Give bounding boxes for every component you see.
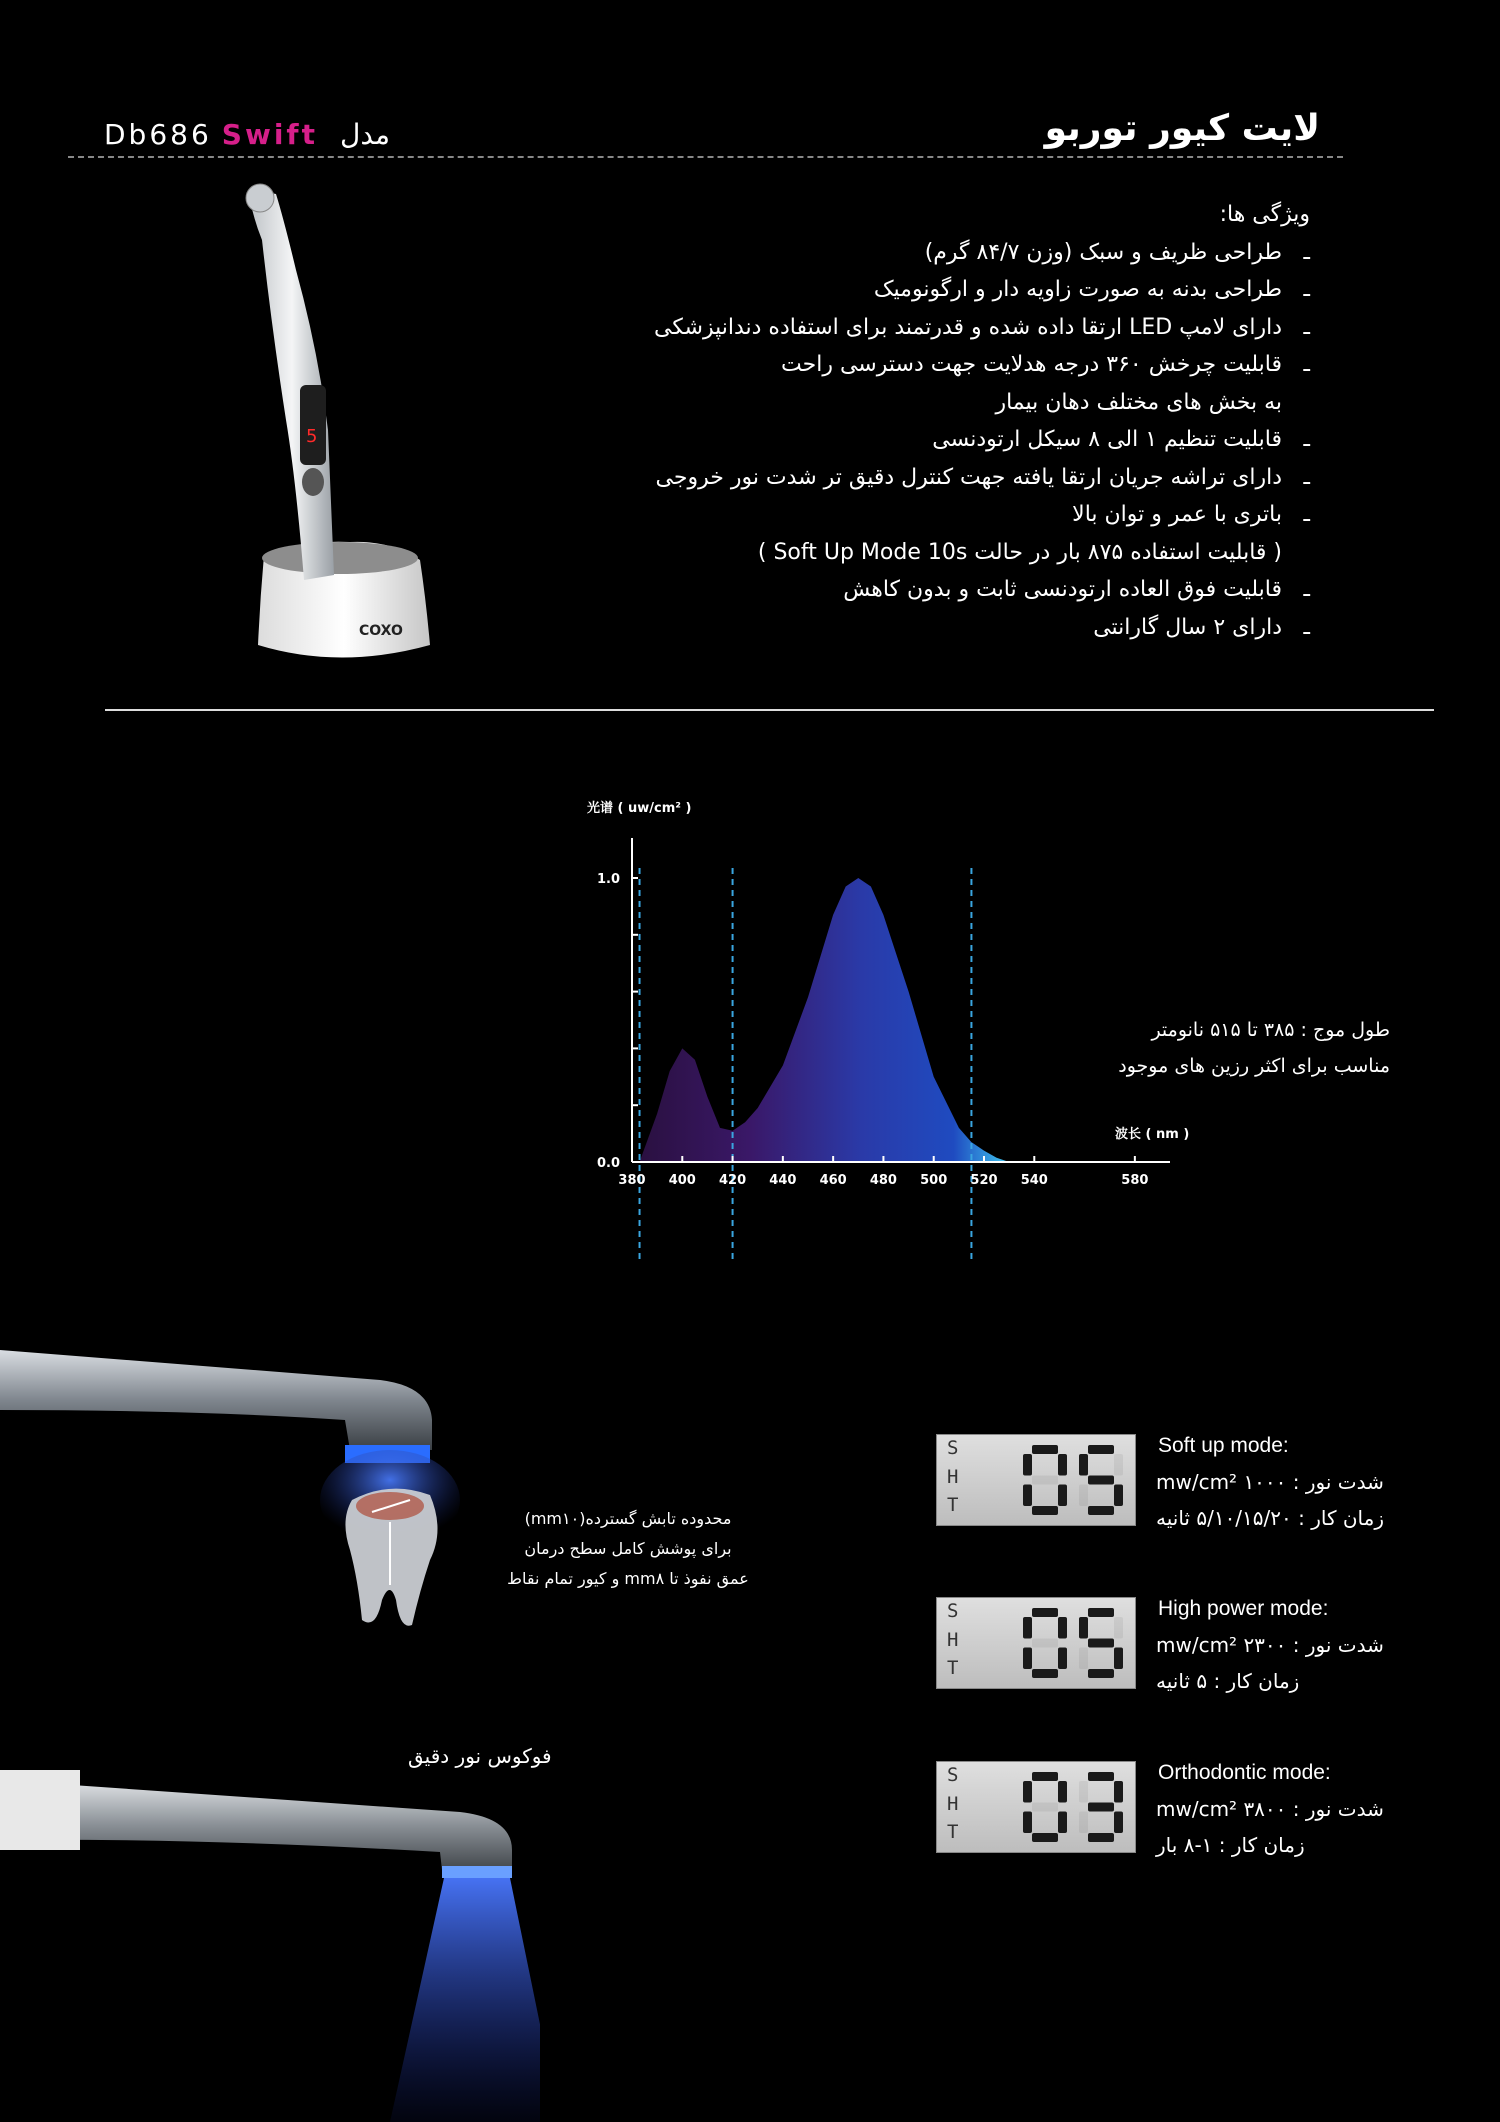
mode-intensity: شدت نور : ۲۳۰۰ mw/cm² <box>1156 1633 1384 1657</box>
device-brand-logo: COXO <box>359 623 403 639</box>
model-label: مدل <box>339 118 391 151</box>
lcd-segment <box>1114 1454 1123 1476</box>
lcd-segment <box>1023 1648 1032 1670</box>
x-tick-label: 420 <box>719 1173 747 1188</box>
handpiece-focus-beam-image <box>0 1720 540 2122</box>
lcd-segment <box>1088 1803 1114 1812</box>
mode-duration: زمان کار : ۵/۱۰/۱۵/۲۰ ثانیه <box>1156 1506 1385 1530</box>
lcd-segment <box>1114 1648 1123 1670</box>
feature-item: ـطراحی بدنه به صورت زاویه دار و ارگونومیک <box>873 277 1310 302</box>
feature-item: ـقابلیت فوق العاده ارتودنسی ثابت و بدون کاهش <box>843 577 1310 602</box>
features-list <box>490 196 1310 646</box>
model-swift: Swift <box>221 118 318 151</box>
lcd-display <box>936 1434 1136 1526</box>
lcd-segment <box>1114 1485 1123 1507</box>
lcd-segment <box>1032 1445 1058 1454</box>
mode-duration: زمان کار : ۵ ثانیه <box>1156 1669 1300 1693</box>
lcd-segment <box>1079 1485 1088 1507</box>
lcd-segment <box>1032 1669 1058 1678</box>
lcd-segment <box>1088 1506 1114 1515</box>
lcd-segment <box>1058 1617 1067 1639</box>
x-tick-label: 400 <box>668 1173 696 1188</box>
feature-item: ـدارای ۲ سال گارانتی <box>1093 614 1310 640</box>
lcd-segment <box>1032 1833 1058 1842</box>
x-tick-label: 460 <box>819 1173 847 1188</box>
lcd-segment <box>1114 1617 1123 1639</box>
mode-intensity: شدت نور : ۱۰۰۰ mw/cm² <box>1156 1470 1384 1494</box>
lcd-label-h: H <box>947 1466 959 1488</box>
lcd-segment <box>1023 1781 1032 1803</box>
lcd-segment <box>1058 1454 1067 1476</box>
device-display-digit: 5 <box>306 426 318 447</box>
lcd-segment <box>1032 1608 1058 1617</box>
x-tick-label: 580 <box>1121 1173 1149 1188</box>
spectrum-area-group <box>640 878 1010 1162</box>
feature-item: ـقابلیت تنظیم ۱ الی ۸ سیکل ارتودنسی <box>932 427 1310 452</box>
mode-name: High power mode: <box>1158 1597 1329 1620</box>
x-axis-label: 波长 ( nm ) <box>1115 1127 1190 1142</box>
header-divider <box>68 156 1343 158</box>
curing-light-device-image <box>240 180 450 680</box>
lcd-segment <box>1058 1812 1067 1834</box>
lcd-segment <box>1088 1639 1114 1648</box>
lcd-segment <box>1088 1476 1114 1485</box>
irradiation-range: محدوده تابش گسترده(mm۱۰) <box>524 1509 732 1528</box>
feature-item-continued: ( قابلیت استفاده ۸۷۵ بار در حالت Soft Up Mode 10s ) <box>757 539 1282 565</box>
mode-intensity: شدت نور : ۳۸۰۰ mw/cm² <box>1156 1797 1384 1821</box>
feature-item: ـطراحی ظریف و سبک (وزن ۸۴/۷ گرم) <box>924 239 1310 265</box>
x-tick-label: 380 <box>618 1173 646 1188</box>
lcd-segment <box>1088 1833 1114 1842</box>
handpiece-tooth-image <box>0 1330 460 1650</box>
lcd-segment <box>1114 1812 1123 1834</box>
mode-name: Soft up mode: <box>1158 1434 1289 1457</box>
wavelength-note <box>1118 1012 1390 1084</box>
page-title: لایت کیور توربو <box>1044 108 1320 149</box>
lcd-label-h: H <box>947 1629 959 1651</box>
y-tick-label: 1.0 <box>596 872 620 887</box>
feature-item: ـباتری با عمر و توان بالا <box>1072 502 1310 527</box>
precise-focus-label: فوکوس نور دقیق <box>408 1744 552 1768</box>
lcd-segment <box>1088 1772 1114 1781</box>
feature-item-continued: به بخش های مختلف دهان بیمار <box>995 389 1282 415</box>
x-tick-label: 500 <box>920 1173 948 1188</box>
lcd-segment <box>1032 1772 1058 1781</box>
x-tick-label: 520 <box>970 1173 998 1188</box>
lcd-segment <box>1032 1803 1058 1812</box>
x-tick-label: 480 <box>869 1173 897 1188</box>
lcd-segment <box>1023 1454 1032 1476</box>
lcd-digits <box>1017 1604 1127 1682</box>
feature-item: ـدارای تراشه جریان ارتقا یافته جهت کنترل دقیق تر شدت نور خروجی <box>655 464 1310 490</box>
lcd-segment <box>1079 1617 1088 1639</box>
lcd-segment <box>1032 1476 1058 1485</box>
lcd-display <box>936 1597 1136 1689</box>
y-axis-label: 光谱 ( uw/cm² ) <box>587 801 692 816</box>
lcd-segment <box>1023 1485 1032 1507</box>
lcd-segment <box>1032 1506 1058 1515</box>
lcd-segment <box>1079 1648 1088 1670</box>
mode-name: Orthodontic mode: <box>1158 1761 1331 1784</box>
model-name <box>104 118 390 151</box>
mode-duration: زمان کار : ۱-۸ بار <box>1156 1833 1305 1857</box>
feature-item: ـدارای لامپ LED ارتقا داده شده و قدرتمند برای استفاده دندانپزشکی <box>654 314 1310 340</box>
lcd-segment <box>1114 1781 1123 1803</box>
penetration-depth: عمق نفوذ تا mm۸ و کیور تمام نقاط <box>507 1569 749 1588</box>
y-tick-label: 0.0 <box>596 1156 620 1171</box>
lcd-label-t: T <box>947 1494 959 1516</box>
lcd-digits <box>1017 1768 1127 1846</box>
lcd-segment <box>1032 1639 1058 1648</box>
lcd-label-s: S <box>947 1437 959 1459</box>
lcd-segment <box>1058 1485 1067 1507</box>
lcd-segment <box>1023 1812 1032 1834</box>
irradiation-note <box>492 1504 764 1594</box>
lcd-segment <box>1079 1781 1088 1803</box>
lcd-segment <box>1079 1454 1088 1476</box>
lcd-label-t: T <box>947 1821 959 1843</box>
lcd-segment <box>1023 1617 1032 1639</box>
lcd-label-t: T <box>947 1657 959 1679</box>
model-code: Db686 <box>104 118 212 151</box>
x-tick-label: 540 <box>1020 1173 1048 1188</box>
lcd-label-h: H <box>947 1793 959 1815</box>
spectrum-area <box>640 878 1010 1162</box>
lcd-segment <box>1058 1648 1067 1670</box>
lcd-segment <box>1088 1445 1114 1454</box>
lcd-label-s: S <box>947 1600 959 1622</box>
lcd-display <box>936 1761 1136 1853</box>
mode-soft-up <box>936 1434 1496 1554</box>
lcd-digits <box>1017 1441 1127 1519</box>
lcd-segment <box>1088 1669 1114 1678</box>
wavelength-range: طول موج : ۳۸۵ تا ۵۱۵ نانومتر <box>1151 1019 1390 1041</box>
mode-high-power <box>936 1597 1496 1717</box>
lcd-segment <box>1088 1608 1114 1617</box>
lcd-segment <box>1079 1812 1088 1834</box>
mode-orthodontic <box>936 1761 1496 1881</box>
feature-item: ـقابلیت چرخش ۳۶۰ درجه هدلایت جهت دسترسی راحت <box>781 352 1310 377</box>
lcd-label-s: S <box>947 1764 959 1786</box>
x-tick-label: 440 <box>769 1173 797 1188</box>
features-heading: ویژگی ها: <box>1219 202 1310 227</box>
section-divider <box>105 709 1434 711</box>
lcd-segment <box>1058 1781 1067 1803</box>
wavelength-suitability: مناسب برای اکثر رزین های موجود <box>1118 1055 1390 1077</box>
surface-coverage: برای پوشش کامل سطح درمان <box>524 1539 732 1558</box>
